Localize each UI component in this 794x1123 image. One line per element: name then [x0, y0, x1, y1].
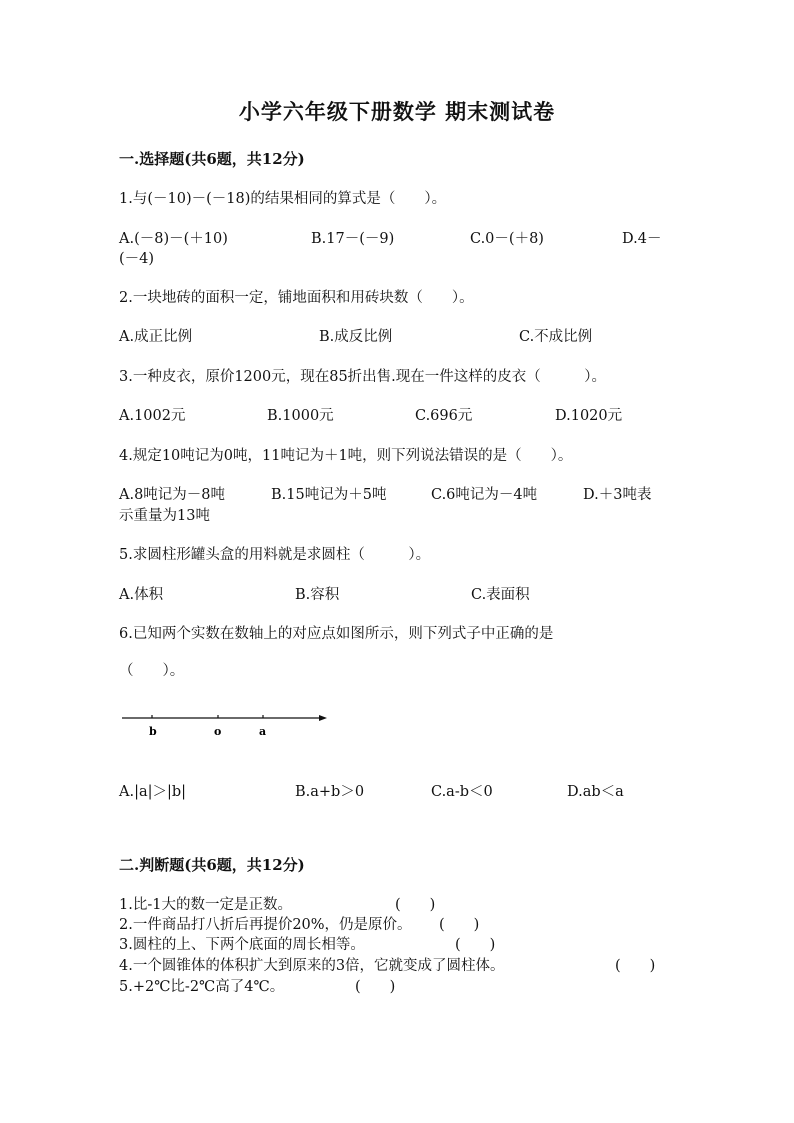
judge-item-4: 4.一个圆锥体的体积扩大到原来的3倍，它就变成了圆柱体。: [119, 958, 505, 974]
judge-item-5-paren: ( ): [355, 979, 396, 995]
judge-item-5: 5.+2℃比-2℃高了4℃。: [119, 979, 285, 995]
axis-label-o: o: [214, 725, 222, 738]
question-4-stem: 4.规定10吨记为0吨，11吨记为＋1吨，则下列说法错误的是（ ）。: [119, 448, 573, 464]
q4-option-c: C.6吨记为－4吨: [431, 487, 538, 503]
q2-option-c: C.不成比例: [519, 329, 593, 345]
question-6-stem-continued: （ ）。: [119, 663, 185, 679]
q6-option-d: D.ab＜a: [567, 784, 624, 800]
question-1-stem: 1.与(－10)－(－18)的结果相同的算式是（ ）。: [119, 191, 447, 207]
axis-label-a: a: [259, 725, 267, 738]
question-3-stem: 3.一种皮衣，原价1200元，现在85折出售.现在一件这样的皮衣（ ）。: [119, 369, 607, 385]
axis-label-b: b: [149, 725, 157, 738]
q4-option-a: A.8吨记为－8吨: [119, 487, 226, 503]
q5-option-a: A.体积: [119, 587, 164, 603]
q1-option-b: B.17－(－9): [311, 231, 395, 247]
q2-option-a: A.成正比例: [119, 329, 193, 345]
q1-option-d-wrap: (－4): [119, 251, 155, 267]
q1-option-a: A.(－8)－(＋10): [119, 231, 228, 247]
page-title: 小学六年级下册数学 期末测试卷: [238, 99, 556, 124]
q5-option-b: B.容积: [295, 587, 340, 603]
q1-option-c: C.0－(＋8): [470, 231, 544, 247]
q2-option-b: B.成反比例: [319, 329, 393, 345]
q5-option-c: C.表面积: [471, 587, 530, 603]
q1-option-d: D.4－: [622, 231, 662, 247]
q4-option-b: B.15吨记为＋5吨: [271, 487, 387, 503]
section2-heading: 二.判断题(共6题，共12分): [119, 856, 305, 874]
q3-option-c: C.696元: [415, 408, 473, 424]
question-5-stem: 5.求圆柱形罐头盒的用料就是求圆柱（ ）。: [119, 547, 431, 563]
judge-item-3-paren: ( ): [455, 937, 496, 953]
number-line-figure: [118, 706, 333, 740]
section1-heading: 一.选择题(共6题，共12分): [119, 150, 305, 168]
judge-item-1-paren: ( ): [395, 897, 436, 913]
q6-option-c: C.a-b＜0: [431, 784, 493, 800]
judge-item-3: 3.圆柱的上、下两个底面的周长相等。: [119, 937, 365, 953]
q3-option-d: D.1020元: [555, 408, 623, 424]
question-6-stem: 6.已知两个实数在数轴上的对应点如图所示，则下列式子中正确的是: [119, 626, 554, 642]
number-line-arrow: [319, 715, 327, 721]
q3-option-a: A.1002元: [119, 408, 186, 424]
judge-item-1: 1.比-1大的数一定是正数。: [119, 897, 292, 913]
q3-option-b: B.1000元: [267, 408, 334, 424]
q4-option-d: D.＋3吨表: [583, 487, 652, 503]
q6-option-b: B.a+b＞0: [295, 784, 365, 800]
q4-option-d-wrap: 示重量为13吨: [119, 508, 210, 524]
judge-item-4-paren: ( ): [615, 958, 656, 974]
question-2-stem: 2.一块地砖的面积一定，铺地面积和用砖块数（ ）。: [119, 290, 474, 306]
judge-item-2: 2.一件商品打八折后再提价20%，仍是原价。: [119, 917, 412, 933]
q6-option-a: A.|a|＞|b|: [119, 784, 187, 800]
judge-item-2-paren: ( ): [439, 917, 480, 933]
